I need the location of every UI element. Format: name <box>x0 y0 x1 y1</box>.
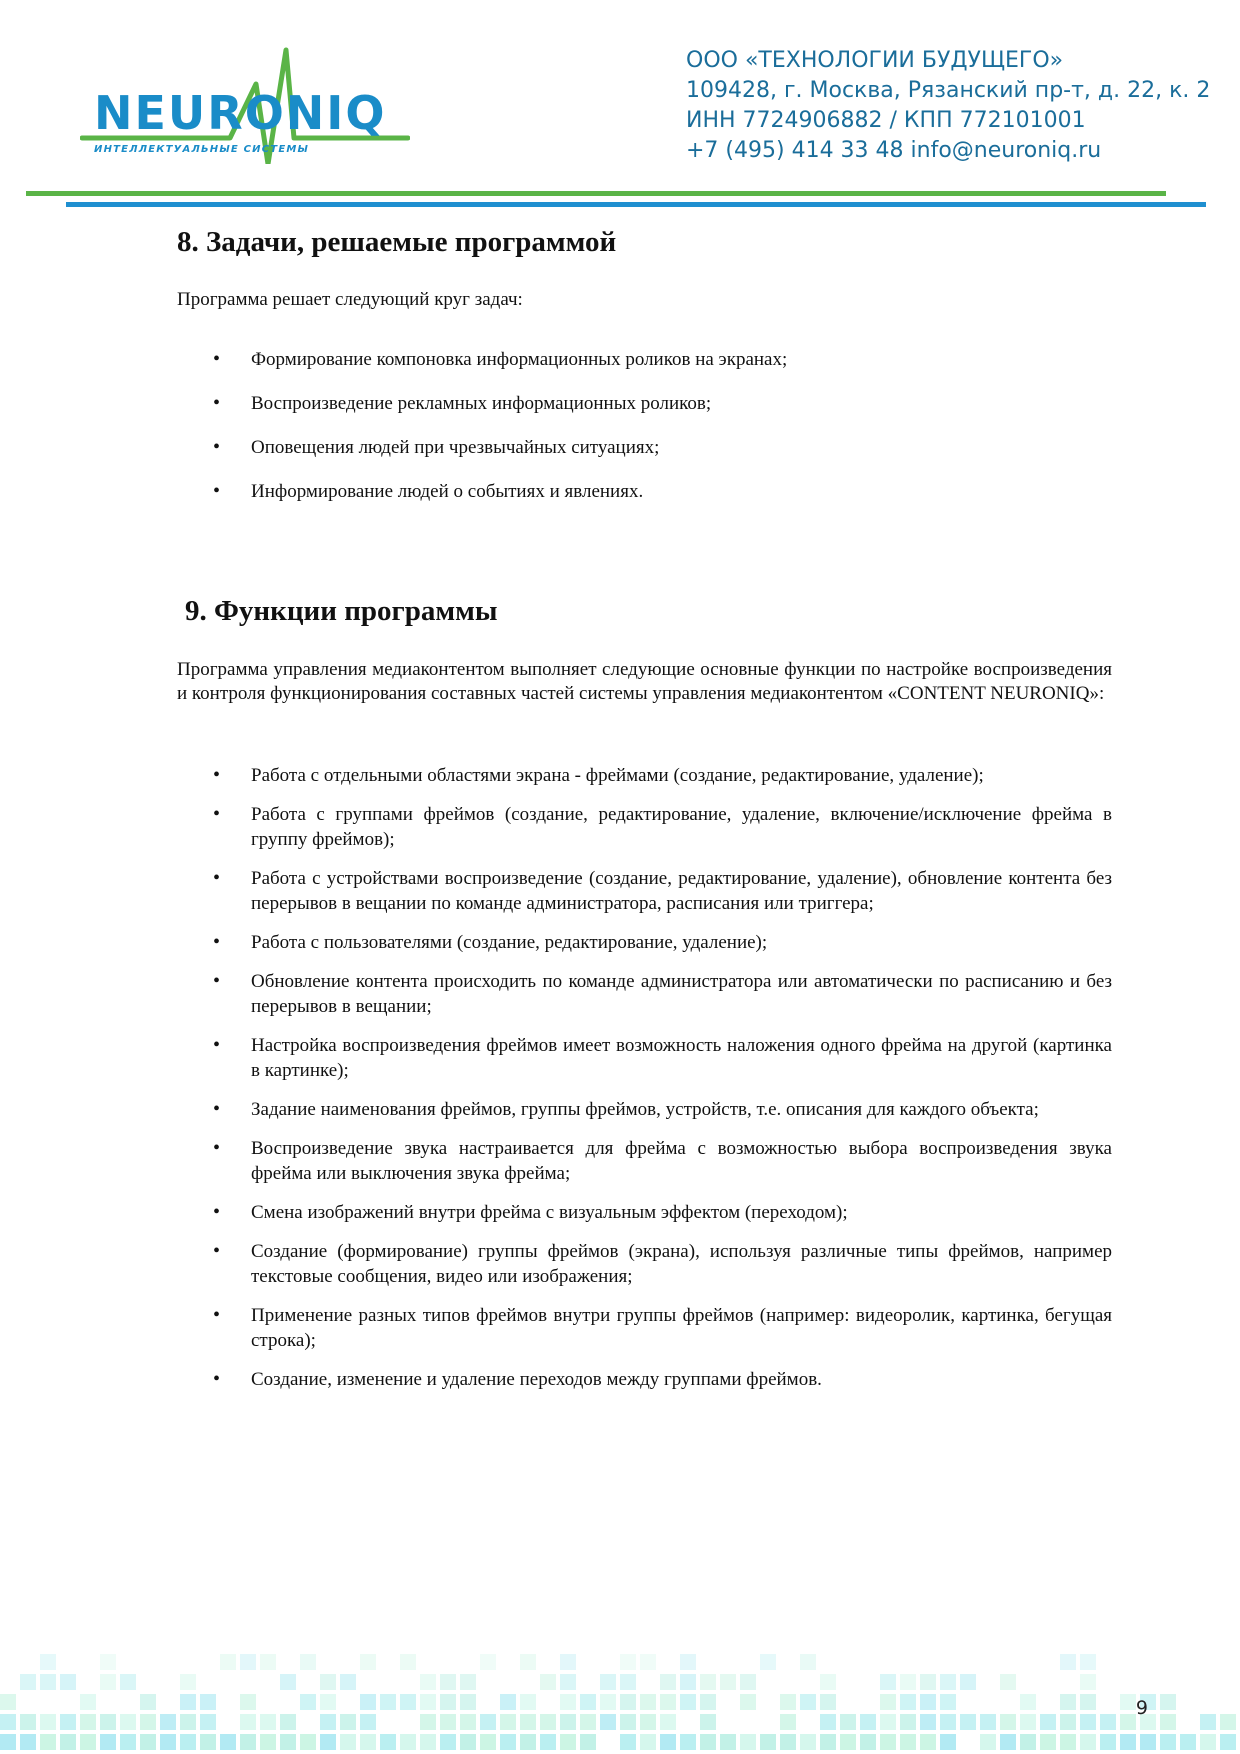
footer-pattern-tile <box>400 1734 416 1750</box>
footer-pattern-tile <box>680 1694 696 1710</box>
footer-pattern-tile <box>180 1714 196 1730</box>
footer-pattern-tile <box>280 1714 296 1730</box>
footer-pattern-tile <box>880 1694 896 1710</box>
footer-pattern-tile <box>1080 1734 1096 1750</box>
footer-pattern-tile <box>840 1734 856 1750</box>
footer-pattern-tile <box>720 1734 736 1750</box>
footer-pattern-tile <box>520 1694 536 1710</box>
footer-pattern-tile <box>420 1694 436 1710</box>
footer-pattern-tile <box>20 1674 36 1690</box>
footer-pattern-tile <box>980 1714 996 1730</box>
footer-pattern-tile <box>200 1714 216 1730</box>
footer-pattern-tile <box>500 1714 516 1730</box>
footer-pattern-tile <box>620 1694 636 1710</box>
footer-pattern-tile <box>1160 1694 1176 1710</box>
footer-pattern-tile <box>220 1734 236 1750</box>
footer-pattern-tile <box>460 1674 476 1690</box>
footer-pattern-tile <box>580 1694 596 1710</box>
footer-pattern-tile <box>600 1714 616 1730</box>
footer-pattern-tile <box>1160 1714 1176 1730</box>
footer-pattern-tile <box>440 1674 456 1690</box>
footer-pattern-tile <box>20 1734 36 1750</box>
header-divider-green <box>26 191 1166 196</box>
footer-pattern-tile <box>120 1734 136 1750</box>
list-item: • Работа с отдельными областями экрана - фреймами (создание, редактирование, удаление); <box>177 763 1112 788</box>
list-item: • Создание, изменение и удаление переходов между группами фреймов. <box>177 1367 1112 1392</box>
list-item: • Воспроизведение звука настраивается для фрейма с возможностью выбора воспроизведения звука фрейма или выключения звука фрейма; <box>177 1136 1112 1186</box>
footer-pattern-tile <box>1140 1734 1156 1750</box>
footer-pattern-tile <box>500 1694 516 1710</box>
footer-pattern-tile <box>660 1714 676 1730</box>
footer-pattern-tile <box>360 1714 376 1730</box>
footer-pattern-tile <box>1000 1714 1016 1730</box>
footer-pattern-tile <box>1160 1734 1176 1750</box>
footer-pattern-tile <box>980 1734 996 1750</box>
footer-pattern-tile <box>1220 1714 1236 1730</box>
footer-pattern-tile <box>160 1714 176 1730</box>
footer-pattern-tile <box>320 1714 336 1730</box>
footer-pattern-tile <box>60 1714 76 1730</box>
footer-pattern-tile <box>1080 1674 1096 1690</box>
footer-pattern-tile <box>1060 1694 1076 1710</box>
footer-pattern-tile <box>620 1654 636 1670</box>
footer-pattern-tile <box>1000 1734 1016 1750</box>
footer-pattern-tile <box>560 1734 576 1750</box>
footer-pattern-tile <box>440 1714 456 1730</box>
footer-pattern-tile <box>800 1734 816 1750</box>
footer-pattern-tile <box>260 1654 276 1670</box>
section-8-intro: Программа решает следующий круг задач: <box>177 289 523 310</box>
footer-pattern-tile <box>860 1734 876 1750</box>
footer-pattern-tile <box>740 1674 756 1690</box>
logo-wordmark: NEURONIQ <box>94 86 387 140</box>
footer-pattern-tile <box>1020 1734 1036 1750</box>
footer-pattern-tile <box>960 1674 976 1690</box>
footer-pattern-tile <box>580 1734 596 1750</box>
footer-pattern-tile <box>1020 1694 1036 1710</box>
footer-pattern-tile <box>640 1654 656 1670</box>
footer-pattern-tile <box>700 1734 716 1750</box>
footer-pattern-tile <box>300 1654 316 1670</box>
footer-pattern-tile <box>940 1734 956 1750</box>
footer-pattern-tile <box>660 1694 676 1710</box>
footer-pattern-tile <box>140 1734 156 1750</box>
footer-pattern-tile <box>820 1694 836 1710</box>
footer-pattern-tile <box>380 1694 396 1710</box>
footer-pattern-tile <box>680 1734 696 1750</box>
footer-pattern-tile <box>80 1714 96 1730</box>
footer-pattern-tile <box>1100 1714 1116 1730</box>
footer-pattern-tile <box>480 1654 496 1670</box>
footer-pattern-tile <box>1120 1694 1136 1710</box>
footer-pattern-tile <box>320 1694 336 1710</box>
footer-pattern-tile <box>760 1654 776 1670</box>
footer-pattern-tile <box>380 1734 396 1750</box>
list-item: • Формирование компоновка информационных роликов на экранах; <box>177 347 1112 372</box>
footer-pattern-tile <box>1040 1714 1056 1730</box>
footer-pattern-tile <box>320 1674 336 1690</box>
section-9-list <box>177 763 1112 1406</box>
section-8-list <box>177 347 1112 523</box>
footer-pattern-tile <box>520 1714 536 1730</box>
footer-pattern-tile <box>560 1714 576 1730</box>
footer-pattern-tile <box>780 1694 796 1710</box>
footer-decorative-pattern <box>0 1624 1240 1754</box>
footer-pattern-tile <box>0 1714 16 1730</box>
footer-pattern-tile <box>1200 1734 1216 1750</box>
section-9-title: 9. Функции программы <box>185 595 498 627</box>
footer-pattern-tile <box>560 1674 576 1690</box>
footer-pattern-tile <box>260 1714 276 1730</box>
footer-pattern-tile <box>1180 1734 1196 1750</box>
footer-pattern-tile <box>580 1714 596 1730</box>
footer-pattern-tile <box>360 1654 376 1670</box>
footer-pattern-tile <box>900 1734 916 1750</box>
footer-pattern-tile <box>880 1674 896 1690</box>
footer-pattern-tile <box>40 1654 56 1670</box>
footer-pattern-tile <box>1120 1734 1136 1750</box>
list-item: • Оповещения людей при чрезвычайных ситуациях; <box>177 435 1112 460</box>
footer-pattern-tile <box>720 1674 736 1690</box>
footer-pattern-tile <box>820 1714 836 1730</box>
footer-pattern-tile <box>820 1674 836 1690</box>
footer-pattern-tile <box>40 1714 56 1730</box>
footer-pattern-tile <box>520 1654 536 1670</box>
footer-pattern-tile <box>540 1674 556 1690</box>
footer-pattern-tile <box>340 1714 356 1730</box>
footer-pattern-tile <box>880 1714 896 1730</box>
footer-pattern-tile <box>700 1674 716 1690</box>
footer-pattern-tile <box>120 1714 136 1730</box>
footer-pattern-tile <box>880 1734 896 1750</box>
footer-pattern-tile <box>1060 1654 1076 1670</box>
footer-pattern-tile <box>940 1694 956 1710</box>
footer-pattern-tile <box>660 1674 676 1690</box>
footer-pattern-tile <box>1080 1654 1096 1670</box>
footer-pattern-tile <box>920 1714 936 1730</box>
list-item: • Работа с устройствами воспроизведение (создание, редактирование, удаление), обновление контента без перерывов в вещании по команде администратора, расписания или триггера; <box>177 866 1112 916</box>
footer-pattern-tile <box>280 1674 296 1690</box>
footer-pattern-tile <box>780 1714 796 1730</box>
footer-pattern-tile <box>800 1654 816 1670</box>
list-item: • Смена изображений внутри фрейма с визуальным эффектом (переходом); <box>177 1200 1112 1225</box>
footer-pattern-tile <box>1040 1734 1056 1750</box>
footer-pattern-tile <box>480 1714 496 1730</box>
footer-pattern-tile <box>940 1714 956 1730</box>
footer-pattern-tile <box>400 1694 416 1710</box>
footer-pattern-tile <box>680 1654 696 1670</box>
footer-pattern-tile <box>920 1694 936 1710</box>
footer-pattern-tile <box>940 1674 956 1690</box>
footer-pattern-tile <box>400 1654 416 1670</box>
footer-pattern-tile <box>200 1694 216 1710</box>
footer-pattern-tile <box>900 1694 916 1710</box>
list-item: • Задание наименования фреймов, группы фреймов, устройств, т.е. описания для каждого объекта; <box>177 1097 1112 1122</box>
footer-pattern-tile <box>60 1734 76 1750</box>
footer-pattern-tile <box>340 1674 356 1690</box>
list-item: • Применение разных типов фреймов внутри группы фреймов (например: видеоролик, картинка, бегущая строка); <box>177 1303 1112 1353</box>
footer-pattern-tile <box>1060 1714 1076 1730</box>
footer-pattern-tile <box>460 1694 476 1710</box>
footer-pattern-tile <box>80 1694 96 1710</box>
list-item: • Воспроизведение рекламных информационных роликов; <box>177 391 1112 416</box>
company-info <box>686 46 1211 166</box>
footer-pattern-tile <box>800 1694 816 1710</box>
footer-pattern-tile <box>540 1714 556 1730</box>
footer-pattern-tile <box>1080 1694 1096 1710</box>
footer-pattern-tile <box>0 1694 16 1710</box>
footer-pattern-tile <box>420 1674 436 1690</box>
footer-pattern-tile <box>300 1694 316 1710</box>
footer-pattern-tile <box>240 1714 256 1730</box>
section-8-title: 8. Задачи, решаемые программой <box>177 226 617 258</box>
company-name: ООО «ТЕХНОЛОГИИ БУДУЩЕГО» <box>686 48 1064 73</box>
footer-pattern-tile <box>1120 1714 1136 1730</box>
footer-pattern-tile <box>460 1714 476 1730</box>
company-logo <box>80 44 410 164</box>
footer-pattern-tile <box>260 1734 276 1750</box>
footer-pattern-tile <box>460 1734 476 1750</box>
footer-pattern-tile <box>760 1734 776 1750</box>
footer-pattern-tile <box>480 1734 496 1750</box>
section-9-intro: Программа управления медиаконтентом выполняет следующие основные функции по настройке воспроизведения и контроля функционирования составных частей системы управления медиаконтентом «CONTENT NEURONIQ»: <box>177 659 1112 704</box>
footer-pattern-tile <box>1100 1734 1116 1750</box>
footer-pattern-tile <box>520 1734 536 1750</box>
footer-pattern-tile <box>700 1714 716 1730</box>
footer-pattern-tile <box>100 1654 116 1670</box>
footer-pattern-tile <box>780 1734 796 1750</box>
company-tax-ids: ИНН 7724906882 / КПП 772101001 <box>686 108 1086 133</box>
company-contacts: +7 (495) 414 33 48 info@neuroniq.ru <box>686 138 1102 163</box>
footer-pattern-tile <box>920 1674 936 1690</box>
footer-pattern-tile <box>1060 1734 1076 1750</box>
footer-pattern-tile <box>420 1734 436 1750</box>
footer-pattern-tile <box>860 1714 876 1730</box>
footer-pattern-tile <box>240 1734 256 1750</box>
footer-pattern-tile <box>100 1734 116 1750</box>
footer-pattern-tile <box>280 1734 296 1750</box>
footer-pattern-tile <box>620 1714 636 1730</box>
footer-pattern-tile <box>960 1714 976 1730</box>
footer-pattern-tile <box>740 1734 756 1750</box>
footer-pattern-tile <box>320 1734 336 1750</box>
company-address: 109428, г. Москва, Рязанский пр-т, д. 22, к. 2 <box>686 78 1211 103</box>
footer-pattern-tile <box>740 1694 756 1710</box>
footer-pattern-tile <box>220 1654 236 1670</box>
list-item: • Работа с группами фреймов (создание, редактирование, удаление, включение/исключение фрейма в группу фреймов); <box>177 802 1112 852</box>
footer-pattern-tile <box>240 1694 256 1710</box>
footer-pattern-tile <box>900 1714 916 1730</box>
list-item: • Обновление контента происходить по команде администратора или автоматически по расписанию и без перерывов в вещании; <box>177 969 1112 1019</box>
footer-pattern-tile <box>820 1734 836 1750</box>
footer-pattern-tile <box>560 1654 576 1670</box>
footer-pattern-tile <box>360 1734 376 1750</box>
footer-pattern-tile <box>700 1694 716 1710</box>
footer-pattern-tile <box>540 1734 556 1750</box>
footer-pattern-tile <box>80 1734 96 1750</box>
footer-pattern-tile <box>40 1734 56 1750</box>
list-item: • Создание (формирование) группы фреймов (экрана), используя различные типы фреймов, например текстовые сообщения, видео или изображения; <box>177 1239 1112 1289</box>
footer-pattern-tile <box>500 1734 516 1750</box>
footer-pattern-tile <box>120 1674 136 1690</box>
footer-pattern-tile <box>300 1734 316 1750</box>
footer-pattern-tile <box>620 1674 636 1690</box>
footer-pattern-tile <box>140 1714 156 1730</box>
footer-pattern-tile <box>140 1694 156 1710</box>
footer-pattern-tile <box>620 1734 636 1750</box>
list-item: • Информирование людей о событиях и явлениях. <box>177 479 1112 504</box>
header-divider-blue <box>66 202 1206 207</box>
footer-pattern-tile <box>920 1734 936 1750</box>
footer-pattern-tile <box>840 1714 856 1730</box>
footer-pattern-tile <box>1200 1714 1216 1730</box>
footer-pattern-tile <box>160 1734 176 1750</box>
footer-pattern-tile <box>180 1674 196 1690</box>
footer-pattern-tile <box>640 1734 656 1750</box>
logo-tagline: ИНТЕЛЛЕКТУАЛЬНЫЕ СИСТЕМЫ <box>94 144 310 155</box>
footer-pattern-tile <box>680 1674 696 1690</box>
list-item: • Работа с пользователями (создание, редактирование, удаление); <box>177 930 1112 955</box>
footer-pattern-tile <box>100 1674 116 1690</box>
footer-pattern-tile <box>200 1734 216 1750</box>
footer-pattern-tile <box>640 1694 656 1710</box>
footer-pattern-tile <box>40 1674 56 1690</box>
footer-pattern-tile <box>560 1694 576 1710</box>
footer-pattern-tile <box>440 1694 456 1710</box>
list-item: • Настройка воспроизведения фреймов имеет возможность наложения одного фрейма на другой (картинка в картинке); <box>177 1033 1112 1083</box>
footer-pattern-tile <box>900 1674 916 1690</box>
footer-pattern-tile <box>340 1734 356 1750</box>
footer-pattern-tile <box>640 1714 656 1730</box>
footer-pattern-tile <box>240 1654 256 1670</box>
footer-pattern-tile <box>1080 1714 1096 1730</box>
page-number: 9 <box>1135 1697 1148 1719</box>
footer-pattern-tile <box>1220 1734 1236 1750</box>
footer-pattern-tile <box>0 1734 16 1750</box>
footer-pattern-tile <box>1000 1674 1016 1690</box>
footer-pattern-tile <box>180 1694 196 1710</box>
footer-pattern-tile <box>100 1714 116 1730</box>
footer-pattern-tile <box>360 1694 376 1710</box>
footer-pattern-tile <box>20 1714 36 1730</box>
footer-pattern-tile <box>60 1674 76 1690</box>
footer-pattern-tile <box>600 1694 616 1710</box>
footer-pattern-tile <box>600 1674 616 1690</box>
footer-pattern-tile <box>1020 1714 1036 1730</box>
footer-pattern-tile <box>180 1734 196 1750</box>
footer-pattern-tile <box>420 1714 436 1730</box>
footer-pattern-tile <box>440 1734 456 1750</box>
footer-pattern-tile <box>660 1734 676 1750</box>
